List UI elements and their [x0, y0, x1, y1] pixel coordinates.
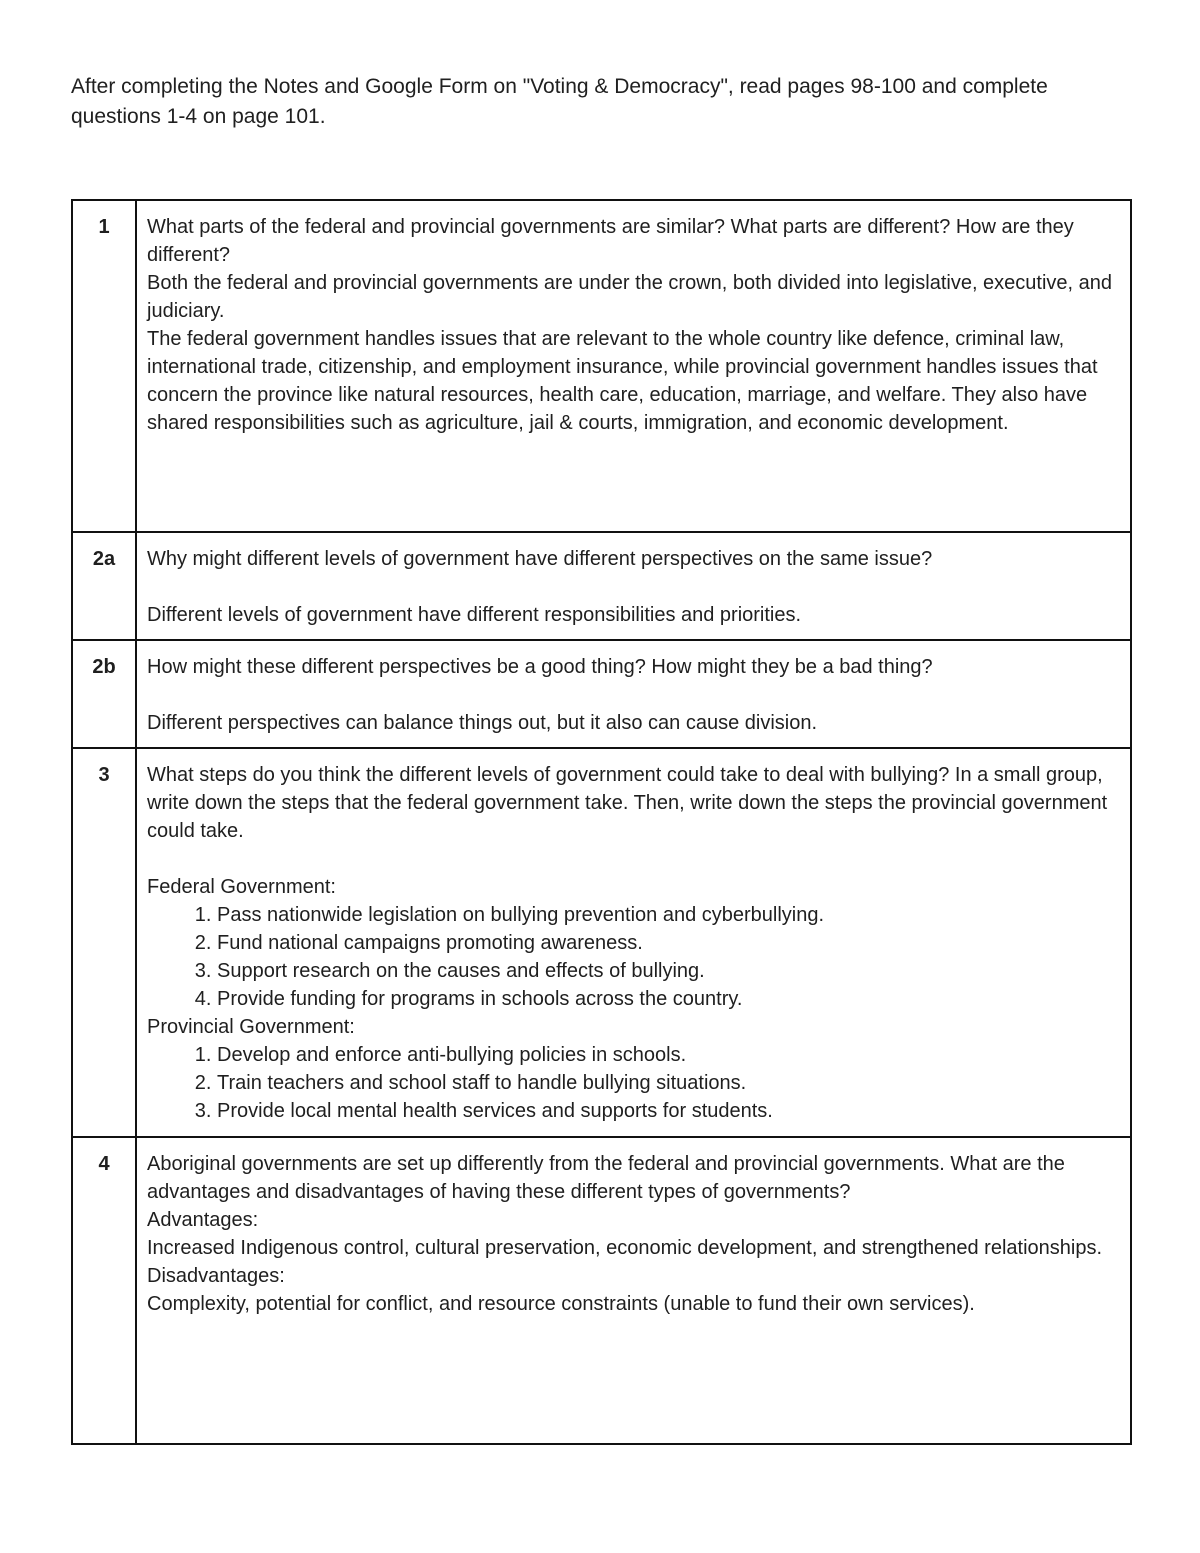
- question-number: 1: [72, 200, 136, 532]
- advantages-heading: Advantages:: [147, 1209, 259, 1231]
- provincial-steps-list: [147, 1041, 1120, 1125]
- question-text: Why might different levels of government have different perspectives on the same issue?: [147, 548, 933, 570]
- question-number: 3: [72, 748, 136, 1137]
- question-cell: [136, 748, 1131, 1137]
- table-row: [72, 748, 1131, 1137]
- table-row: [72, 640, 1131, 748]
- instructions-text: After completing the Notes and Google Form on "Voting & Democracy", read pages 98-100 and complete questions 1-4 on page 101.: [71, 75, 1048, 128]
- question-number: 4: [72, 1137, 136, 1444]
- table-row: [72, 532, 1131, 640]
- question-text: How might these different perspectives be a good thing? How might they be a bad thing?: [147, 656, 933, 678]
- question-cell: [136, 640, 1131, 748]
- advantages-text: Increased Indigenous control, cultural preservation, economic development, and strengthened relationships.: [147, 1237, 1103, 1259]
- question-number: 2b: [72, 640, 136, 748]
- question-cell: [136, 200, 1131, 532]
- question-text: What parts of the federal and provincial governments are similar? What parts are different? How are they different?: [147, 216, 1074, 266]
- question-cell: [136, 532, 1131, 640]
- list-item: 1. Pass nationwide legislation on bullying prevention and cyberbullying.: [217, 901, 1120, 929]
- list-item: 3. Support research on the causes and effects of bullying.: [217, 957, 1120, 985]
- list-item: 2. Fund national campaigns promoting awareness.: [217, 929, 1120, 957]
- answer-text: Both the federal and provincial governments are under the crown, both divided into legislative, executive, and judiciary.: [147, 272, 1113, 322]
- answer-text: Different levels of government have different responsibilities and priorities.: [147, 604, 802, 626]
- federal-steps-list: [147, 901, 1120, 1013]
- question-cell: [136, 1137, 1131, 1444]
- question-text: Aboriginal governments are set up differently from the federal and provincial governments. What are the advantages and disadvantages of having these different types of governments?: [147, 1153, 1065, 1203]
- questions-table: [71, 199, 1132, 1445]
- table-row: [72, 1137, 1131, 1444]
- disadvantages-heading: Disadvantages:: [147, 1265, 285, 1287]
- list-item: 2. Train teachers and school staff to handle bullying situations.: [217, 1069, 1120, 1097]
- list-item: 1. Develop and enforce anti-bullying policies in schools.: [217, 1041, 1120, 1069]
- federal-heading: Federal Government:: [147, 876, 336, 898]
- list-item: 3. Provide local mental health services and supports for students.: [217, 1097, 1120, 1125]
- disadvantages-text: Complexity, potential for conflict, and resource constraints (unable to fund their own services).: [147, 1293, 975, 1315]
- list-item: 4. Provide funding for programs in schools across the country.: [217, 985, 1120, 1013]
- provincial-heading: Provincial Government:: [147, 1016, 355, 1038]
- question-text: What steps do you think the different levels of government could take to deal with bullying? In a small group, write down the steps that the federal government take. Then, write down the steps the provincial government could take.: [147, 764, 1108, 842]
- answer-text: Different perspectives can balance things out, but it also can cause division.: [147, 712, 818, 734]
- table-row: [72, 200, 1131, 532]
- question-number: 2a: [72, 532, 136, 640]
- answer-text: The federal government handles issues that are relevant to the whole country like defence, criminal law, international trade, citizenship, and employment insurance, while provincial government handles issues that concern the province like natural resources, health care, education, marriage, and welfare. They also have shared responsibilities such as agriculture, jail & courts, immigration, and economic development.: [147, 328, 1098, 434]
